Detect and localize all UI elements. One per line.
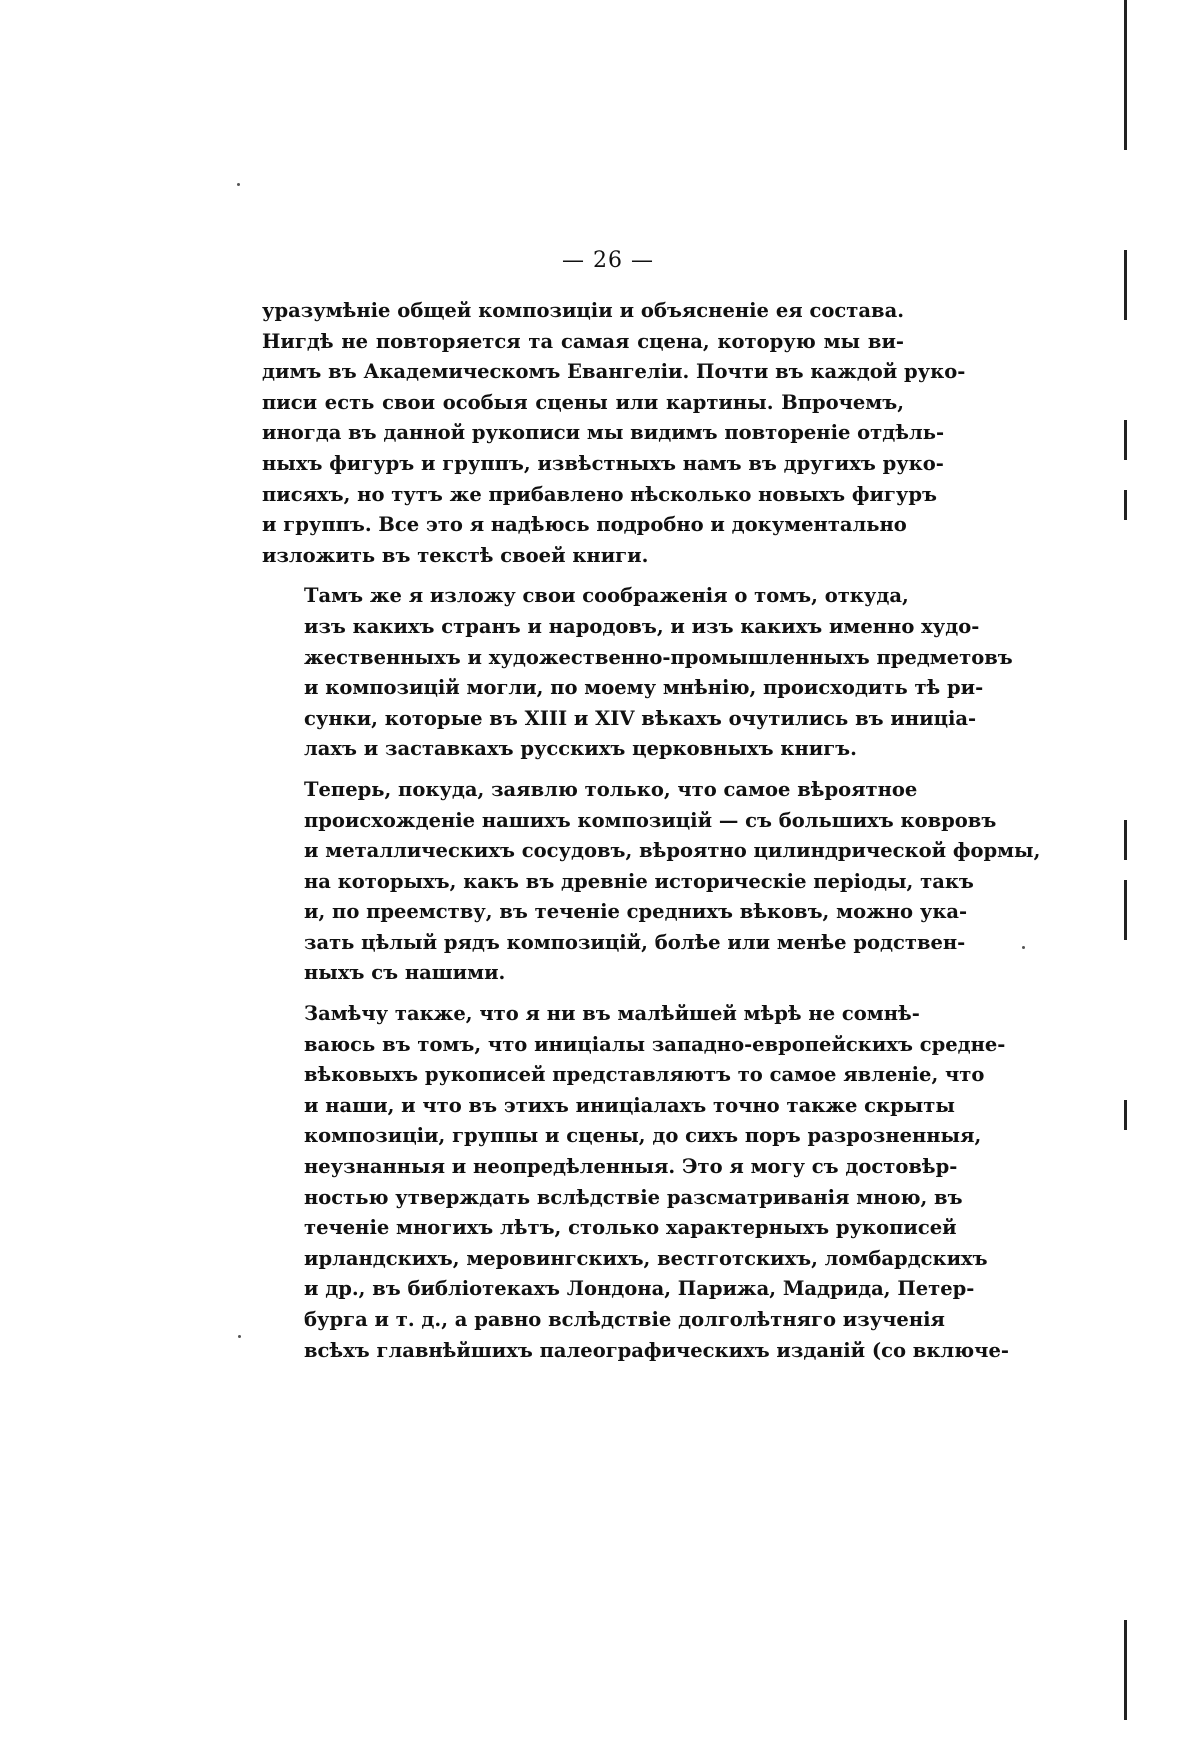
scan-mark [1124, 880, 1127, 940]
text-line: бурга и т. д., а равно вслѣдствіе долголѣтняго изученія [304, 1308, 945, 1331]
text-line: и др., въ библіотекахъ Лондона, Парижа, Мадрида, Петер- [304, 1277, 975, 1301]
text-line: ваюсь въ томъ, что иниціалы западно-европейскихъ средне- [304, 1032, 1006, 1056]
scan-mark [1124, 820, 1127, 860]
text-line: жественныхъ и художественно-промышленныхъ предметовъ [304, 645, 1013, 669]
text-line: и наши, и что въ этихъ иниціалахъ точно также скрыты [304, 1093, 955, 1117]
text-line: изложить въ текстѣ своей книги. [262, 543, 649, 567]
text-line: зать цѣлый рядъ композицій, болѣе или менѣе родствен- [304, 930, 966, 954]
text-line: ирландскихъ, меровингскихъ, вестготскихъ, ломбардскихъ [304, 1246, 988, 1270]
scan-speck [1022, 946, 1025, 949]
text-line: ныхъ съ нашими. [304, 961, 506, 985]
paragraph-4 [262, 999, 1009, 1366]
body-text [262, 296, 1041, 1376]
scan-mark [1124, 1620, 1127, 1720]
text-line: и, по преемству, въ теченіе среднихъ вѣковъ, можно ука- [304, 900, 968, 924]
page-number: — 26 — [562, 248, 654, 273]
text-line: теченіе многихъ лѣтъ, столько характерныхъ рукописей [304, 1216, 957, 1240]
text-line: Теперь, покуда, заявлю только, что самое вѣроятное [304, 777, 918, 801]
scan-speck [238, 1335, 241, 1338]
text-line: и группъ. Все это я надѣюсь подробно и документально [262, 513, 907, 537]
text-line: и металлическихъ сосудовъ, вѣроятно цилиндрической формы, [304, 839, 1041, 863]
scan-mark [1124, 0, 1127, 150]
text-line: сунки, которые въ XIII и XIV вѣкахъ очутились въ иниціа- [304, 706, 977, 730]
text-line: на которыхъ, какъ въ древніе историческіе періоды, такъ [304, 869, 974, 893]
text-line: всѣхъ главнѣйшихъ палеографическихъ изданій (со включе- [304, 1338, 1009, 1362]
text-line: ностью утверждать вслѣдствіе разсматриванія мною, въ [304, 1185, 963, 1209]
text-line: Нигдѣ не повторяется та самая сцена, которую мы ви- [262, 329, 904, 353]
text-line: происхожденіе нашихъ композицій — съ большихъ ковровъ [304, 808, 997, 832]
text-line: вѣковыхъ рукописей представляютъ то самое явленіе, что [304, 1063, 985, 1087]
paragraph-1 [262, 296, 966, 571]
scan-mark [1124, 420, 1127, 460]
paragraph-3 [262, 775, 1041, 989]
scan-mark [1124, 490, 1127, 520]
text-line: ныхъ фигуръ и группъ, извѣстныхъ намъ въ другихъ руко- [262, 451, 944, 475]
paragraph-2 [262, 581, 1013, 765]
text-line: Тамъ же я изложу свои соображенія о томъ, откуда, [304, 584, 909, 608]
text-line: уразумѣніе общей композиціи и объясненіе ея состава. [262, 299, 904, 322]
text-line: иногда въ данной рукописи мы видимъ повтореніе отдѣль- [262, 421, 945, 445]
text-line: изъ какихъ странъ и народовъ, и изъ какихъ именно худо- [304, 614, 980, 638]
text-line: неузнанныя и неопредѣленныя. Это я могу съ достовѣр- [304, 1155, 958, 1179]
scan-mark [1124, 1100, 1127, 1130]
text-line: лахъ и заставкахъ русскихъ церковныхъ книгъ. [304, 737, 857, 761]
text-line: димъ въ Академическомъ Евангеліи. Почти въ каждой руко- [262, 360, 966, 384]
text-line: и композицій могли, по моему мнѣнію, происходить тѣ ри- [304, 676, 984, 700]
text-line: Замѣчу также, что я ни въ малѣйшей мѣрѣ не сомнѣ- [304, 1002, 920, 1026]
scan-edge-artifact [1124, 0, 1130, 1755]
text-line: писи есть свои особыя сцены или картины. Впрочемъ, [262, 390, 904, 414]
text-line: композиціи, группы и сцены, до сихъ поръ разрозненныя, [304, 1124, 982, 1148]
text-line: писяхъ, но тутъ же прибавлено нѣсколько новыхъ фигуръ [262, 482, 937, 506]
scan-speck [237, 183, 240, 186]
scan-mark [1124, 250, 1127, 320]
